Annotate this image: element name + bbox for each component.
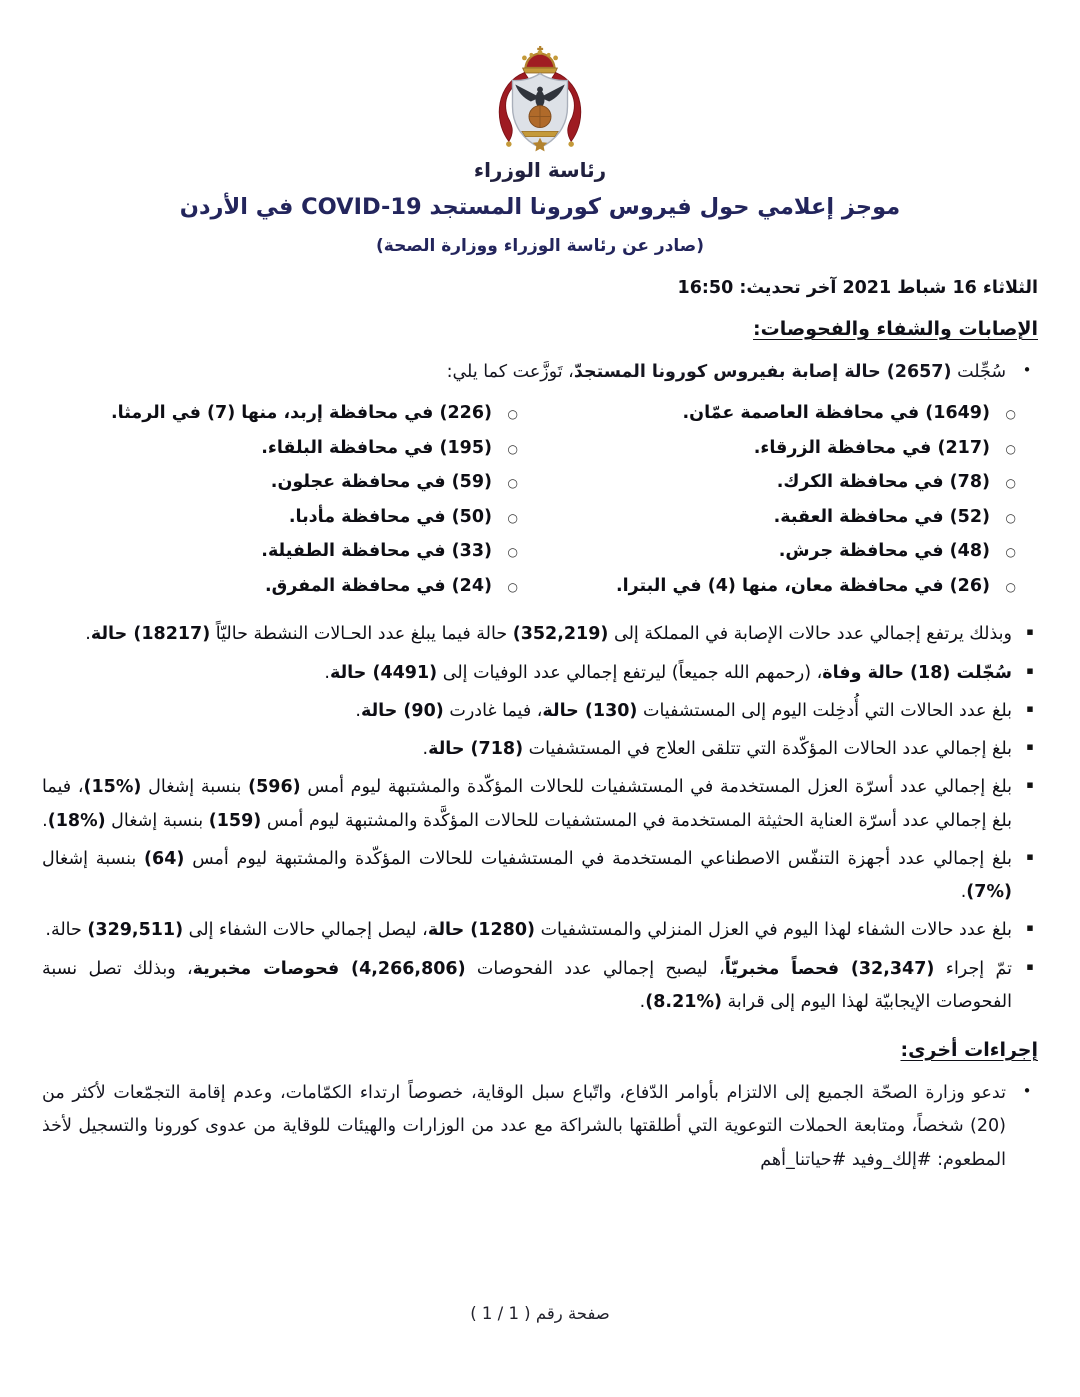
stat-text: بلغ إجمالي عدد أجهزة التنفّس الاصطناعي المستخدمة في المستشفيات للحالات المؤكّدة والمشتبهة ليوم أمس (64) بنسبة إشغال (%7). — [42, 848, 1013, 902]
hollow-bullet-icon: ○ — [507, 510, 518, 525]
jordan-royal-crest-icon — [465, 46, 615, 156]
governorate-text: (217) في محافظة الزرقاء. — [753, 437, 990, 458]
hollow-bullet-icon: ○ — [1005, 579, 1016, 594]
date-line: الثلاثاء 16 شباط 2021 آخر تحديث: 16:50 — [677, 278, 1038, 298]
governorate-item-madaba — [42, 501, 518, 536]
section-heading-other-actions: إجراءات أخرى: — [900, 1039, 1038, 1061]
square-bullet-icon: ▪ — [1026, 701, 1034, 715]
stat-text: بلغ إجمالي عدد أسرّة العزل المستخدمة في المستشفيات للحالات المؤكّدة والمشتبهة ليوم أمس (596) بنسبة إشغال (%15)، فيما بلغ إجمالي عدد أسرّة العناية الحثيثة المستخدمة في المستشفيات للحالات المؤكَّدة والمشتبهة ليوم أمس (159) بنسبة إشغال (%18). — [42, 777, 1012, 831]
cases-summary-bullet — [42, 356, 1038, 389]
governorates-column-left — [42, 397, 540, 604]
health-ministry-call-bullet — [42, 1077, 1038, 1177]
governorate-text: (52) في محافظة العقبة. — [773, 506, 990, 527]
governorate-item-karak — [540, 466, 1016, 501]
square-bullet-icon: ▪ — [1026, 740, 1034, 753]
governorate-item-irbid — [42, 397, 518, 432]
crown-icon — [522, 46, 558, 73]
hollow-bullet-icon: ○ — [507, 545, 518, 560]
stat-ventilators — [42, 843, 1038, 910]
stat-lab-tests — [42, 953, 1038, 1020]
stat-text: تمّ إجراء (32,347) فحصاً مخبريّاً، ليصبح إجمالي عدد الفحوصات (4,266,806) فحوصات مخبرية، وبذلك تصل نسبة الفحوصات الإيجابيّة لهذا اليوم إلى قرابة (%8.21). — [42, 958, 1012, 1012]
page-number: صفحة رقم ( 1 / 1 ) — [470, 1304, 610, 1323]
stat-text: وبذلك يرتفع إجمالي عدد حالات الإصابة في المملكة إلى (352,219) حالة فيما يبلغ عدد الحـالات النشطة حاليّاً (18217) حالة. — [85, 624, 1012, 645]
statistics-list — [42, 618, 1038, 1019]
governorate-text: (48) في محافظة جرش. — [778, 541, 990, 562]
logo-caption: رئاسة الوزراء — [473, 158, 607, 182]
globe-icon — [529, 106, 551, 128]
governorate-item-amman — [540, 397, 1016, 432]
stat-text: سُجّلت (18) حالة وفاة، (رحمهم الله جميعاً) ليرتفع إجمالي عدد الوفيات إلى (4491) حالة. — [324, 662, 1012, 683]
hollow-bullet-icon: ○ — [507, 407, 518, 422]
document-title: موجز إعلامي حول فيروس كورونا المستجد COVID-19 في الأردن — [179, 194, 901, 220]
square-bullet-icon: ▪ — [1026, 625, 1034, 639]
hollow-bullet-icon: ○ — [1005, 510, 1016, 525]
hollow-bullet-icon: ○ — [1005, 407, 1016, 422]
square-bullet-icon: ▪ — [1026, 778, 1034, 792]
governorate-item-mafraq — [42, 570, 518, 605]
hollow-bullet-icon: ○ — [507, 441, 518, 456]
stat-text: بلغ إجمالي عدد الحالات المؤكّدة التي تتلقى العلاج في المستشفيات (718) حالة. — [422, 739, 1012, 759]
governorates-column-right — [540, 397, 1038, 604]
stat-recoveries — [42, 914, 1038, 947]
governorate-text: (24) في محافظة المفرق. — [264, 575, 492, 596]
section-heading-infections: الإصابات والشفاء والفحوصات: — [753, 318, 1038, 340]
governorate-item-maan — [540, 570, 1016, 605]
stat-isolation-icu-beds — [42, 771, 1038, 838]
square-bullet-icon: ▪ — [1026, 921, 1034, 935]
governorate-item-tafileh — [42, 535, 518, 570]
cases-summary-text: سُجِّلت (2657) حالة إصابة بفيروس كورونا المستجدّ، تَوزَّعت كما يلي: — [446, 362, 1006, 382]
filled-bullet-icon: • — [1022, 1082, 1032, 1100]
square-bullet-icon: ▪ — [1026, 959, 1034, 973]
governorate-text: (226) في محافظة إربد، منها (7) في الرمثا. — [111, 403, 492, 424]
stat-text: بلغ عدد حالات الشفاء لهذا اليوم في العزل المنزلي والمستشفيات (1280) حالة، ليصل إجمالي حالات الشفاء إلى (329,511) حالة. — [45, 920, 1012, 941]
hollow-bullet-icon: ○ — [1005, 441, 1016, 456]
hollow-bullet-icon: ○ — [507, 579, 518, 594]
governorate-item-balqa — [42, 432, 518, 467]
stat-hospital-admissions — [42, 695, 1038, 728]
governorates-grid — [42, 397, 1038, 604]
governorate-text: (195) في محافظة البلقاء. — [261, 437, 492, 458]
governorate-item-aqaba — [540, 501, 1016, 536]
governorate-item-ajloun — [42, 466, 518, 501]
governorate-item-zarqa — [540, 432, 1016, 467]
document-subtitle: (صادر عن رئاسة الوزراء ووزارة الصحة) — [376, 236, 704, 256]
hollow-bullet-icon: ○ — [1005, 545, 1016, 560]
stat-total-active-cases — [42, 618, 1038, 651]
governorate-text: (78) في محافظة الكرك. — [776, 472, 990, 493]
governorate-item-jerash — [540, 535, 1016, 570]
ribbon-star-icon — [522, 131, 559, 151]
stat-text: بلغ عدد الحالات التي أُدخِلت اليوم إلى المستشفيات (130) حالة، فيما غادرت (90) حالة. — [355, 700, 1012, 721]
square-bullet-icon: ▪ — [1026, 663, 1034, 677]
governorate-text: (50) في محافظة مأدبا. — [288, 506, 492, 527]
governorate-text: (26) في محافظة معان، منها (4) في البترا. — [615, 575, 990, 596]
hollow-bullet-icon: ○ — [507, 476, 518, 491]
stat-hospital-treatment — [42, 733, 1038, 766]
governorate-text: (1649) في محافظة العاصمة عمّان. — [682, 403, 990, 424]
hollow-bullet-icon: ○ — [1005, 476, 1016, 491]
governorate-text: (59) في محافظة عجلون. — [270, 472, 492, 493]
filled-bullet-icon: • — [1022, 361, 1032, 379]
square-bullet-icon: ▪ — [1026, 849, 1034, 863]
governorate-text: (33) في محافظة الطفيلة. — [261, 541, 492, 562]
health-ministry-call-text: تدعو وزارة الصحّة الجميع إلى الالتزام بأوامر الدّفاع، واتّباع سبل الوقاية، خصوصاً ارتداء الكمّامات، وعدم إقامة التجمّعات لأكثر من (20) شخصاً، ومتابعة الحملات التوعوية التي أطلقتها بالشراكة مع عدد من الوزارات والهيئات للوقاية من عدوى كورونا والتسجيل لأخذ المطعوم: #إلك_وفيد #حياتنا_أهم — [42, 1083, 1006, 1170]
stat-deaths — [42, 657, 1038, 690]
document-header — [42, 46, 1038, 298]
